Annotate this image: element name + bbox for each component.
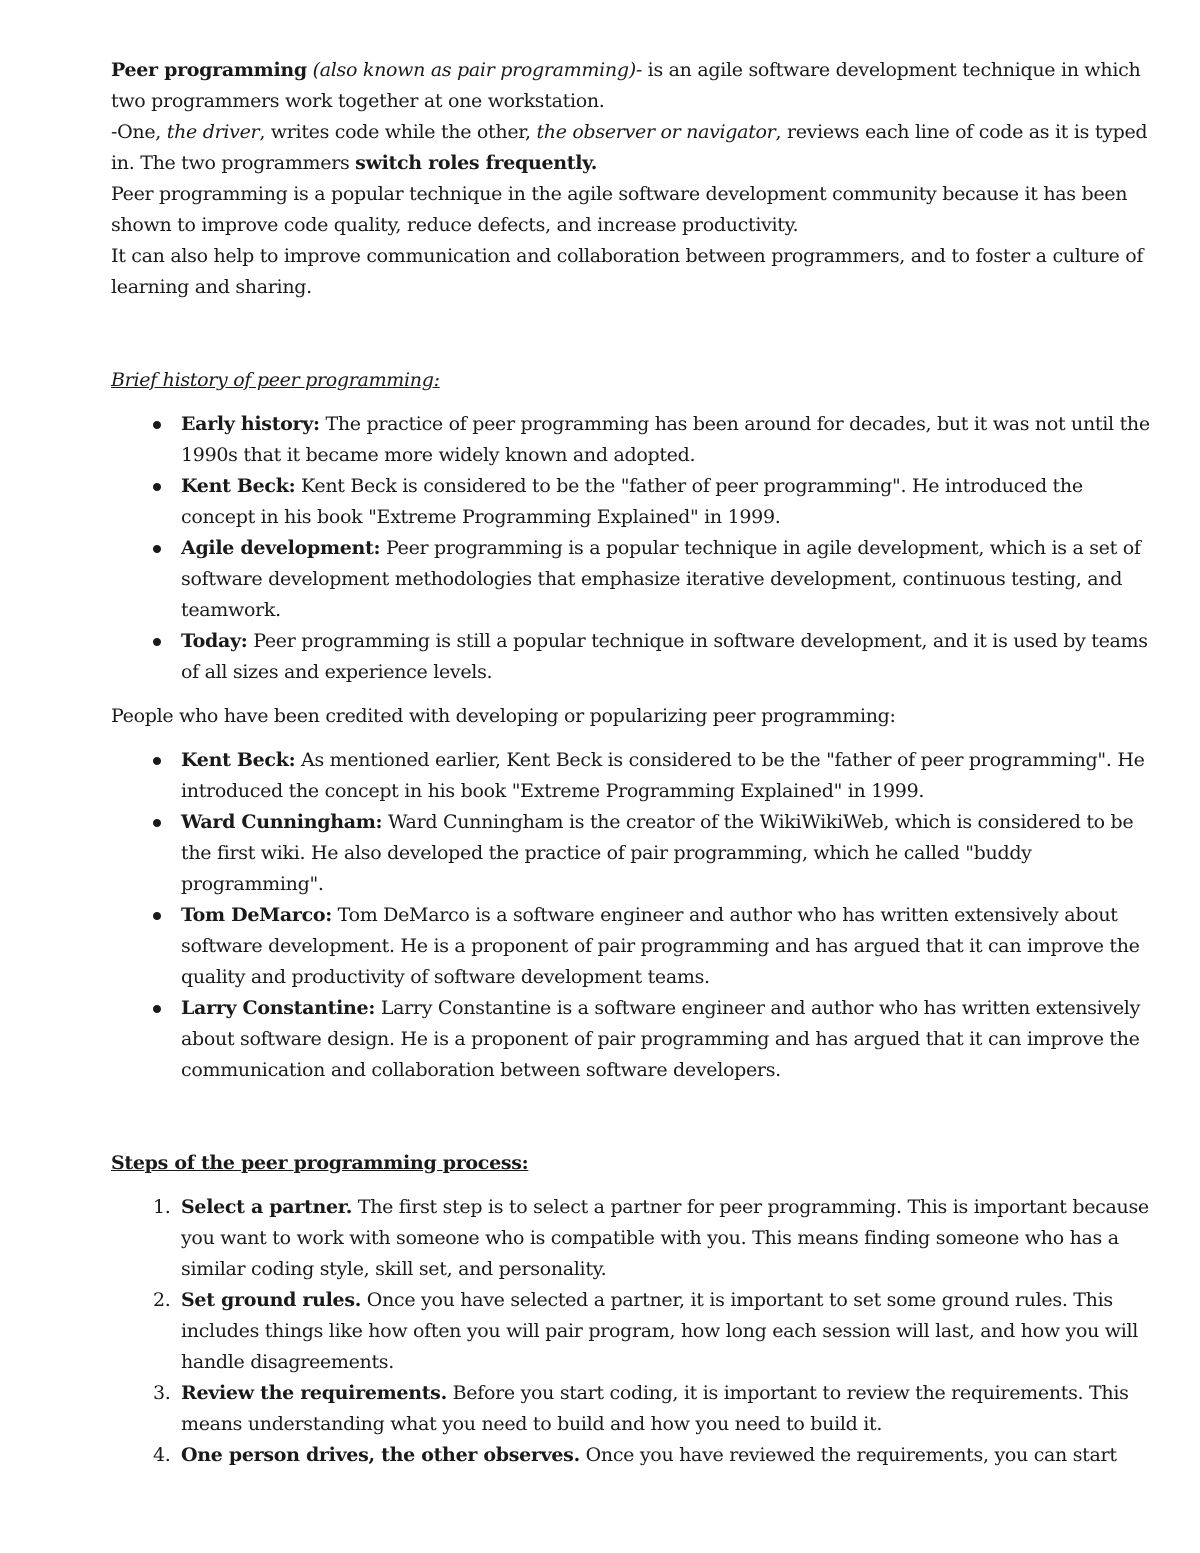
bullet-icon (153, 757, 161, 765)
step-number: 3. (153, 1382, 171, 1404)
list-item (111, 533, 1151, 626)
switch-roles: switch roles frequently. (355, 152, 598, 174)
item-text: Peer programming is a popular technique in agile development, which is a set of software development methodologies that emphasize iterative development, continuous testing, and teamwork. (181, 537, 1141, 621)
item-label: Set ground rules. (181, 1289, 362, 1311)
list-item (111, 900, 1151, 993)
item-text: Once you have reviewed the requirements, you can start (579, 1444, 1117, 1466)
bullet-icon (153, 912, 161, 920)
item-text: Before you start coding, it is important to review the requirements. This means understanding what you need to build and how you need to build it. (181, 1382, 1129, 1435)
list-item (111, 409, 1151, 471)
list-item (111, 626, 1151, 688)
definition-rest: - is an agile software development technique in which two programmers work together at one workstation. (111, 59, 1141, 112)
observer-term: the observer or navigator (536, 121, 776, 143)
aka: (also known as pair programming) (312, 59, 636, 81)
item-text: Tom DeMarco is a software engineer and author who has written extensively about software development. He is a proponent of pair programming and has argued that it can improve the quality and productivity of software development teams. (181, 904, 1140, 988)
roles-prefix: -One, (111, 121, 167, 143)
intro-paragraph (111, 55, 1151, 117)
item-text: The first step is to select a partner for peer programming. This is important because you want to work with someone who is compatible with you. This means finding someone who has a similar coding style, skill set, and personality. (181, 1196, 1149, 1280)
item-label: Larry Constantine: (181, 997, 376, 1019)
bullet-icon (153, 638, 161, 646)
item-text: As mentioned earlier, Kent Beck is considered to be the "father of peer programming". He introduced the concept in his book "Extreme Programming Explained" in 1999. (181, 749, 1145, 802)
list-item (111, 471, 1151, 533)
item-label: One person drives, the other observes. (181, 1444, 580, 1466)
bullet-icon (153, 483, 161, 491)
item-text: Ward Cunningham is the creator of the WikiWikiWeb, which is considered to be the first wiki. He also developed the practice of pair programming, which he called "buddy programming". (181, 811, 1134, 895)
item-label: Early history: (181, 413, 320, 435)
item-label: Agile development: (181, 537, 381, 559)
benefits-paragraph: Peer programming is a popular technique in the agile software development community because it has been shown to improve code quality, reduce defects, and increase productivity. (111, 183, 1128, 236)
bullet-icon (153, 421, 161, 429)
list-item (111, 1192, 1151, 1285)
people-intro: People who have been credited with developing or popularizing peer programming: (111, 705, 896, 727)
item-label: Ward Cunningham: (181, 811, 383, 833)
item-text: Larry Constantine is a software engineer and author who has written extensively about software design. He is a proponent of pair programming and has argued that it can improve the communication and collaboration between software developers. (181, 997, 1141, 1081)
history-list (111, 409, 1151, 688)
item-label: Kent Beck: (181, 749, 296, 771)
item-label: Tom DeMarco: (181, 904, 332, 926)
steps-heading: Steps of the peer programming process: (111, 1152, 529, 1174)
people-list (111, 745, 1151, 1086)
item-label: Select a partner. (181, 1196, 353, 1218)
history-heading: Brief history of peer programming: (111, 369, 440, 391)
list-item (111, 1440, 1151, 1471)
list-item (111, 745, 1151, 807)
list-item (111, 1285, 1151, 1378)
roles-mid: , writes code while the other, (259, 121, 537, 143)
list-item (111, 1378, 1151, 1440)
list-item (111, 807, 1151, 900)
document-page (111, 55, 1151, 1471)
bullet-icon (153, 545, 161, 553)
term: Peer programming (111, 59, 307, 81)
steps-list (111, 1192, 1151, 1471)
roles-suffix: , reviews each line of code as it is typed in. The two programmers (111, 121, 1148, 174)
item-label: Review the requirements. (181, 1382, 447, 1404)
item-text: Peer programming is still a popular technique in software development, and it is used by teams of all sizes and experience levels. (181, 630, 1148, 683)
bullet-icon (153, 1005, 161, 1013)
step-number: 4. (153, 1444, 171, 1466)
roles-paragraph (111, 117, 1151, 179)
bullet-icon (153, 819, 161, 827)
item-label: Today: (181, 630, 248, 652)
list-item (111, 993, 1151, 1086)
culture-paragraph: It can also help to improve communication and collaboration between programmers, and to foster a culture of learning and sharing. (111, 245, 1144, 298)
step-number: 2. (153, 1289, 171, 1311)
driver-term: the driver (166, 121, 260, 143)
item-text: Kent Beck is considered to be the "father of peer programming". He introduced the concept in his book "Extreme Programming Explained" in 1999. (181, 475, 1083, 528)
item-label: Kent Beck: (181, 475, 296, 497)
item-text: Once you have selected a partner, it is important to set some ground rules. This includes things like how often you will pair program, how long each session will last, and how you will handle disagreements. (181, 1289, 1139, 1373)
step-number: 1. (153, 1196, 171, 1218)
item-text: The practice of peer programming has been around for decades, but it was not until the 1990s that it became more widely known and adopted. (181, 413, 1150, 466)
